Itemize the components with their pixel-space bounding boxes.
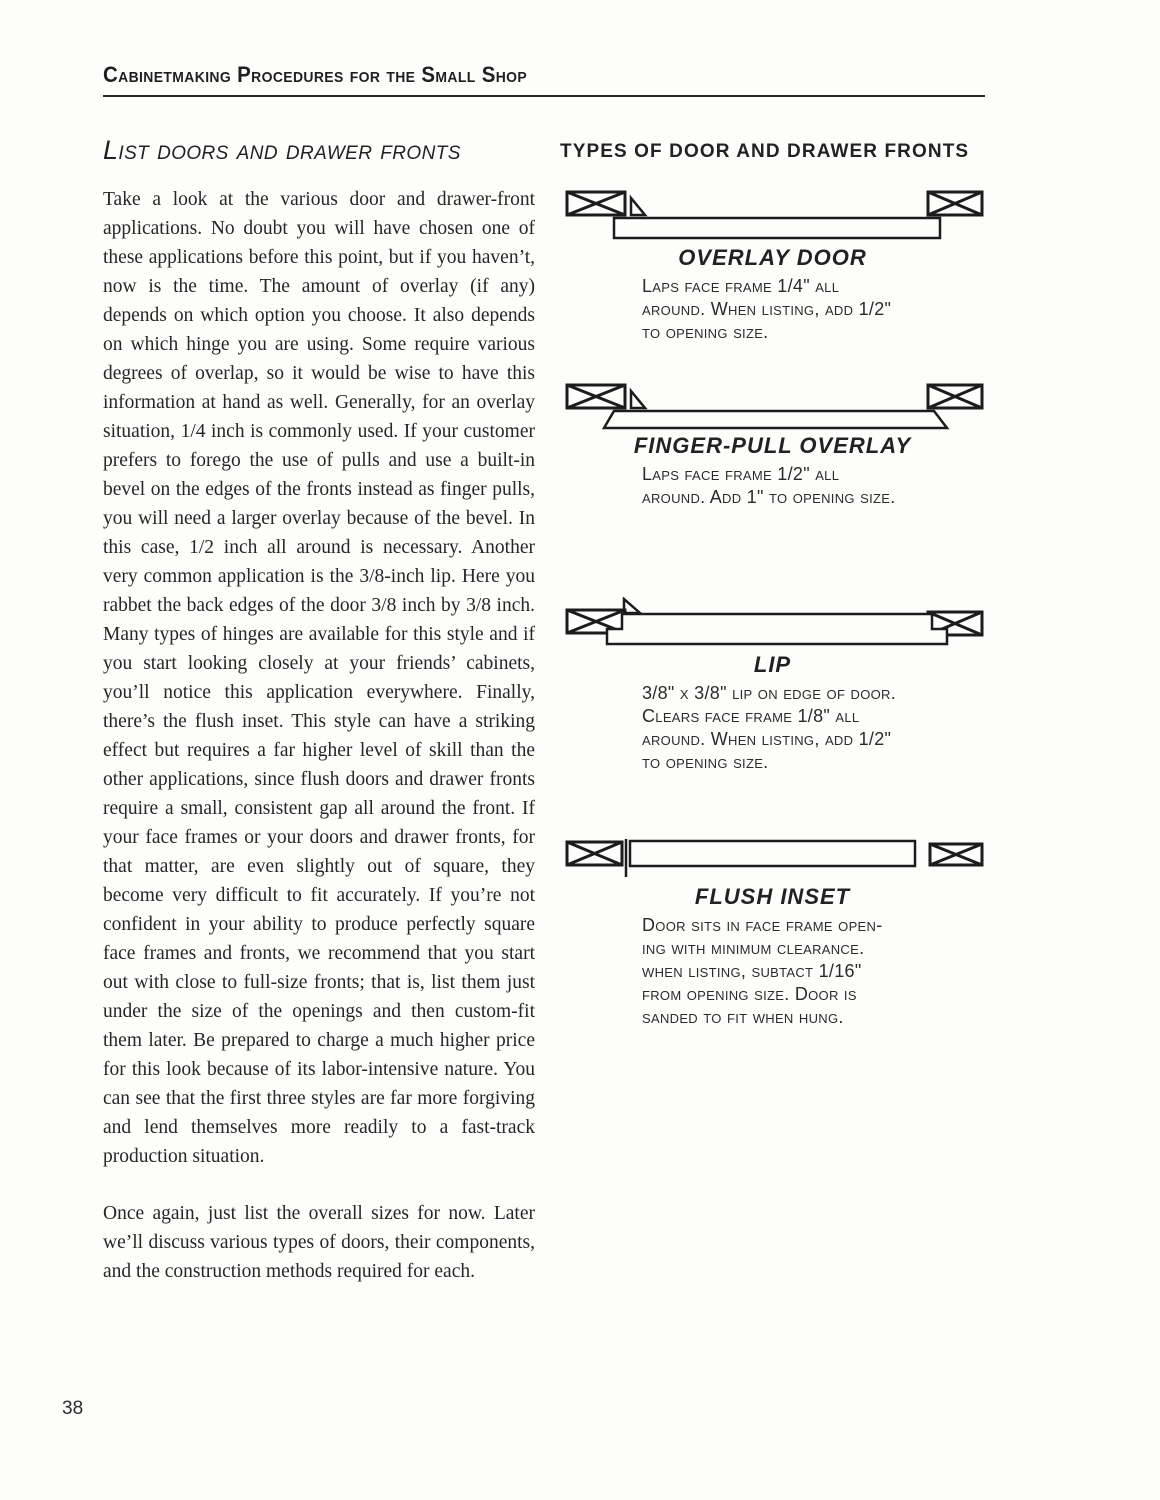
column-heading: TYPES OF DOOR AND DRAWER FRONTS	[560, 141, 970, 162]
door-profile	[614, 218, 940, 238]
description-line: 3/8" x 3/8" lip on edge of door.	[642, 683, 897, 703]
door-profile	[630, 841, 915, 866]
lip-diagram	[560, 597, 985, 649]
description-line: Laps face frame 1/4" all	[642, 276, 840, 296]
face-frame-left	[567, 192, 625, 215]
description-line: to opening size.	[642, 752, 769, 772]
lip-figure	[560, 597, 985, 774]
left-column	[103, 135, 535, 1286]
overlay-door-figure	[560, 184, 985, 344]
face-frame-right	[928, 192, 982, 215]
overlay-door-diagram	[560, 184, 985, 242]
figure-description	[642, 463, 985, 509]
description-line: from opening size. Door is	[642, 984, 857, 1004]
figure-caption: LIP	[753, 652, 792, 677]
description-line: when listing, subtact 1/16"	[642, 961, 862, 981]
figure-caption: OVERLAY DOOR	[678, 245, 867, 270]
hinge-marker	[631, 198, 645, 215]
description-line: around. When listing, add 1/2"	[642, 729, 892, 749]
face-frame-right	[928, 385, 982, 408]
description-line: around. Add 1" to opening size.	[642, 487, 896, 507]
description-line: Door sits in face frame open-	[642, 915, 883, 935]
running-head-title: Cabinetmaking Procedures for the Small Shop	[103, 62, 528, 87]
figure-description	[642, 682, 985, 774]
page-number: 38	[62, 1398, 84, 1419]
description-line: to opening size.	[642, 322, 769, 342]
hinge-marker	[631, 391, 645, 408]
door-profile	[604, 411, 947, 428]
flush-inset-diagram	[560, 836, 985, 881]
flush-inset-figure	[560, 836, 985, 1029]
figure-description	[642, 275, 985, 344]
figure-description	[642, 914, 985, 1029]
page-header	[103, 62, 985, 97]
description-line: Laps face frame 1/2" all	[642, 464, 840, 484]
description-line: sanded to fit when hung.	[642, 1007, 844, 1027]
face-frame-right	[930, 844, 982, 865]
description-line: Clears face frame 1/8" all	[642, 706, 860, 726]
body-paragraph-2: Once again, just list the overall sizes for now. Later we’ll discuss various types of doors, their components, and the construction methods required for each.	[103, 1203, 535, 1282]
face-frame-left	[567, 385, 625, 408]
finger-pull-overlay-diagram	[560, 380, 985, 430]
finger-pull-overlay-figure	[560, 380, 985, 509]
body-text	[103, 185, 535, 1286]
door-profile	[607, 614, 947, 644]
figure-caption: FLUSH INSET	[694, 884, 851, 909]
body-paragraph-1: Take a look at the various door and drawer-front applications. No doubt you will have chosen one of these applications before this point, but if you haven’t, now is the time. The amount of overlay (if any) depends on which option you choose. It also depends on which hinge you are using. Some require various degrees of overlap, so it would be wise to have this information at hand as well. Generally, for an overlay situation, 1/4 inch is commonly used. If your customer prefers to forego the use of pulls and use a built-in bevel on the edges of the fronts instead as finger pulls, you will need a larger overlay because of the bevel. In this case, 1/2 inch all around is necessary. Another very common application is the 3/8-inch lip. Here you rabbet the back edges of the door 3/8 inch by 3/8 inch. Many types of hinges are available for this style and if you start looking closely at your friends’ cabinets, you’ll notice this application everywhere. Finally, there’s the flush inset. This style can have a striking effect but requires a far higher level of skill than the other applications, since flush doors and drawer fronts require a small, consistent gap all around the front. If your face frames or your doors and drawer fronts, for that matter, are even slightly out of square, they become very difficult to fit accurately. If you’re not confident in your ability to produce perfectly square face frames and fronts, we recommend that you start out with close to full-size fronts; that is, list them just under the size of the openings and then custom-fit them later. Be prepared to charge a much higher price for this look because of its labor-intensive nature. You can see that the first three styles are far more forgiving and lend themselves more readily to a fast-track production situation.	[103, 189, 535, 1167]
face-frame-left	[567, 842, 622, 865]
section-heading: List doors and drawer fronts	[103, 135, 461, 165]
description-line: ing with minimum clearance.	[642, 938, 865, 958]
figure-caption: FINGER-PULL OVERLAY	[633, 433, 912, 458]
right-column	[560, 135, 985, 1286]
description-line: around. When listing, add 1/2"	[642, 299, 892, 319]
